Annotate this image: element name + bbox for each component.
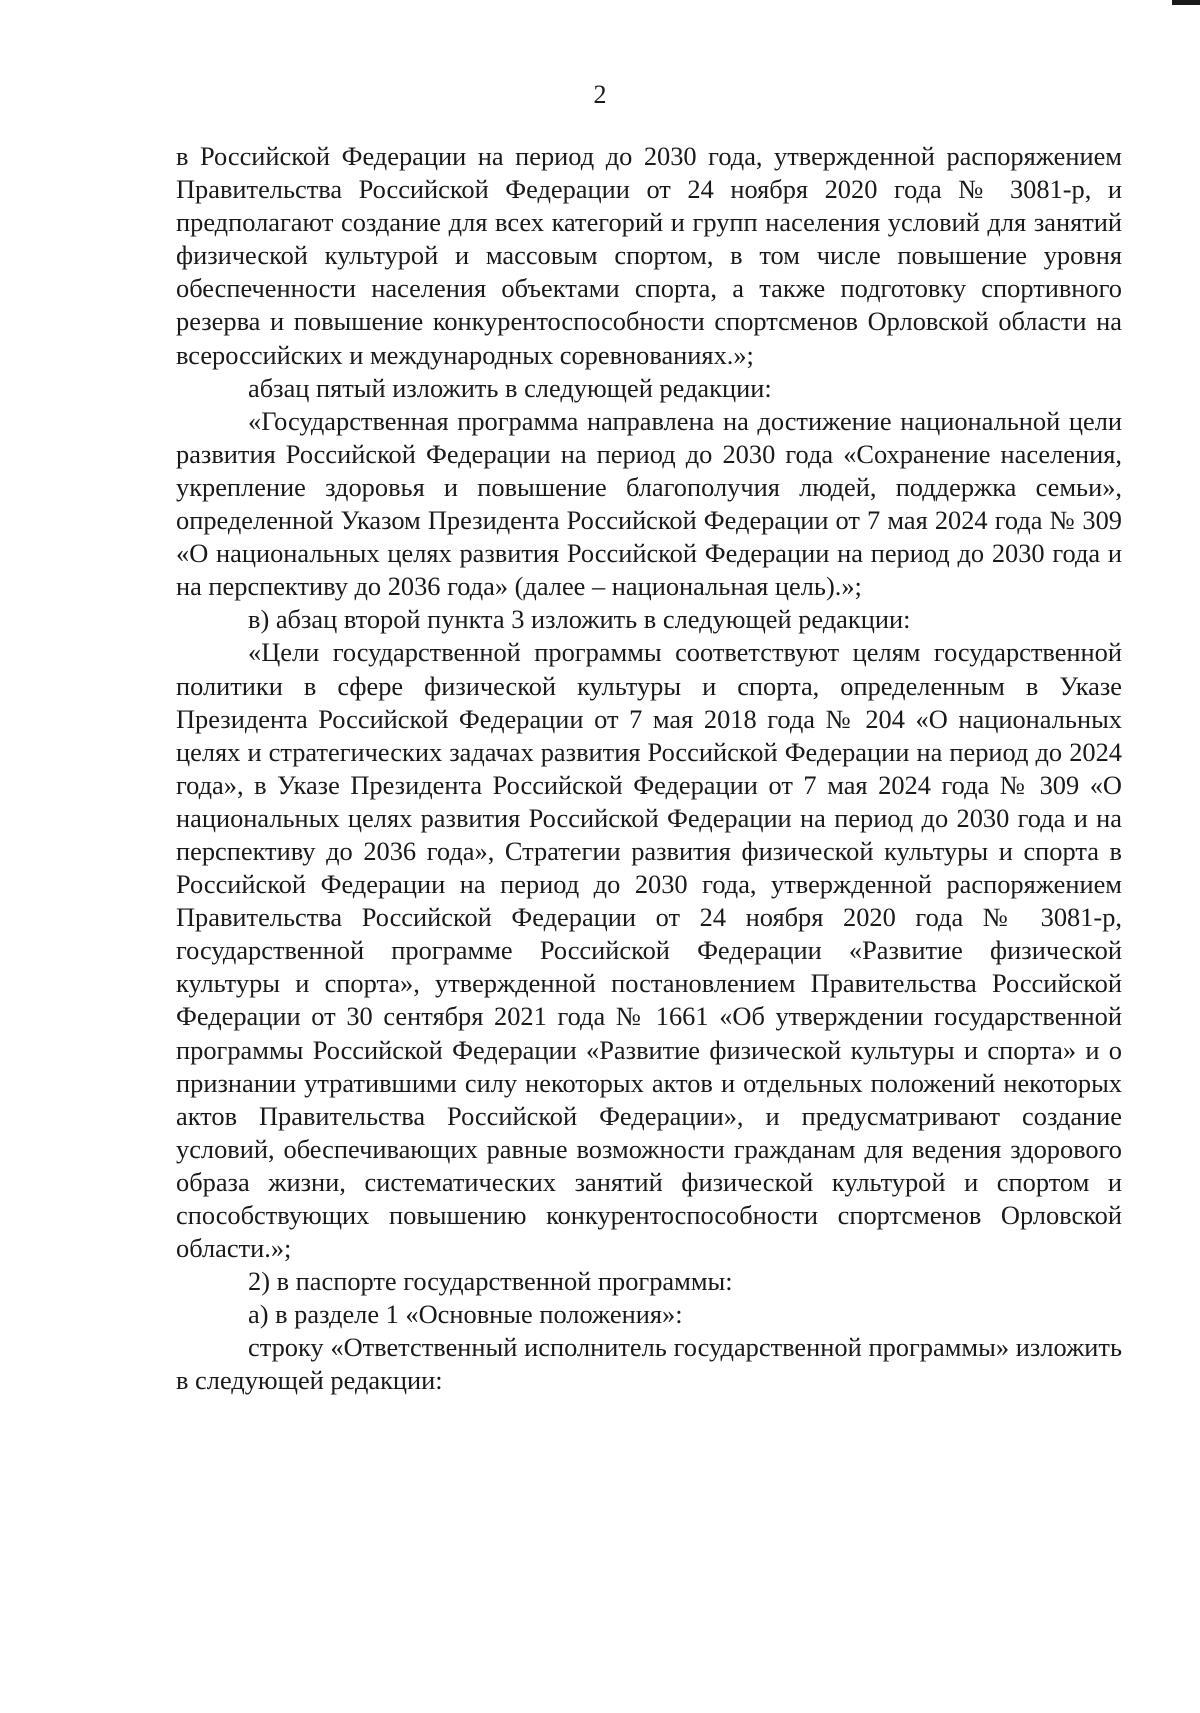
paragraph-continuation: в Российской Федерации на период до 2030 года, утвержденной распоряжением Правительства Российской Федерации от 24 ноября 2020 года № 3081-р, и предполагают создание для всех категорий и групп населения условий для занятий физической культурой и массовым спортом, в том числе повышение уровня обеспеченности населения объектами спорта, а также подготовку спортивного резерва и повышение конкурентоспособности спортсменов Орловской области на всероссийских и международных соревнованиях.»; — [176, 141, 1122, 370]
page-number: 2 — [593, 80, 607, 109]
paragraph-program-goal: «Государственная программа направлена на достижение национальной цели развития Российской Федерации на период до 2030 года «Сохранение населения, укрепление здоровья и повышение благополучия людей, поддержка семьи», определенной Указом Президента Российской Федерации от 7 мая 2024 года № 309 «О национальных целях развития Российской Федерации на период до 2030 года и на перспективу до 2036 года» (далее – национальная цель).»; — [176, 405, 1122, 602]
paragraph-program-aims: «Цели государственной программы соответствуют целям государственной политики в сфере физической культуры и спорта, определенным в Указе Президента Российской Федерации от 7 мая 2018 года № 204 «О национальных целях и стратегических задачах развития Российской Федерации на период до 2024 года», в Указе Президента Российской Федерации от 7 мая 2024 года № 309 «О национальных целях развития Российской Федерации на период до 2030 года и на перспективу до 2036 года», Стратегии развития физической культуры и спорта в Российской Федерации на период до 2030 года, утвержденной распоряжением Правительства Российской Федерации от 24 ноября 2020 года № 3081-р, государственной программе Российской Федерации «Развитие физической культуры и спорта», утвержденной постановлением Правительства Российской Федерации от 30 сентября 2021 года № 1661 «Об утверждении государственной программы Российской Федерации «Развитие физической культуры и спорта» и о признании утратившими силу некоторых актов и отдельных положений некоторых актов Правительства Российской Федерации», и предусматривают создание условий, обеспечивающих равные возможности гражданам для ведения здорового образа жизни, систематических занятий физической культурой и спортом и способствующих повышению конкурентоспособности спортсменов Орловской области.»; — [176, 637, 1122, 1264]
paragraph-instruction-fifth: абзац пятый изложить в следующей редакции: — [248, 372, 772, 403]
paragraph-instruction-point-3: в) абзац второй пункта 3 изложить в следующей редакции: — [248, 604, 911, 635]
paragraph-passport: 2) в паспорте государственной программы: — [248, 1266, 733, 1297]
paragraph-section-1: а) в разделе 1 «Основные положения»: — [248, 1299, 683, 1330]
scan-corner-mark — [1172, 0, 1200, 5]
paragraph-responsible-executor: строку «Ответственный исполнитель государственной программы» изложить в следующей редакции: — [176, 1332, 1122, 1396]
document-body — [176, 140, 1122, 1398]
